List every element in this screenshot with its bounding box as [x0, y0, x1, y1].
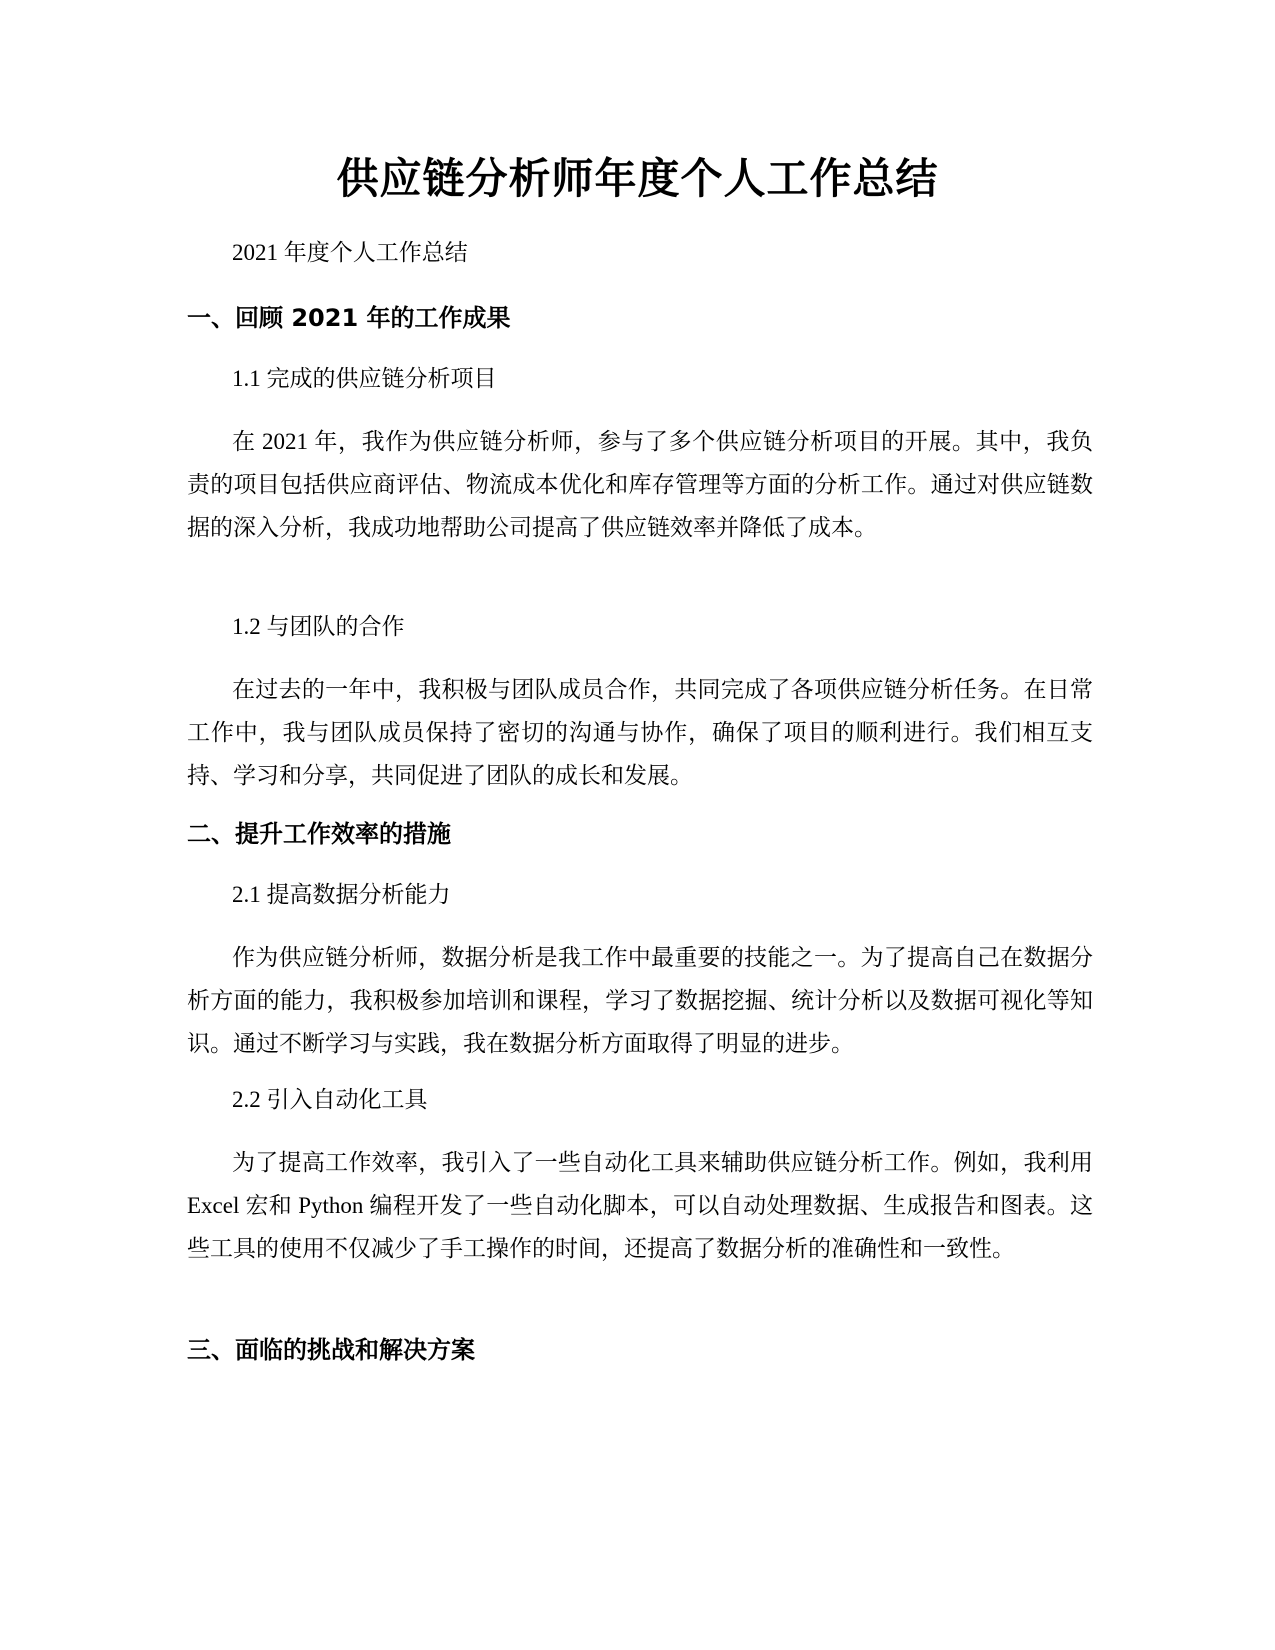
- document-intro: 2021 年度个人工作总结: [232, 240, 468, 265]
- subsection-heading-1-2: 1.2 与团队的合作: [232, 614, 405, 639]
- document-title: 供应链分析师年度个人工作总结: [336, 154, 939, 203]
- section-heading-3: 三、面临的挑战和解决方案: [187, 1336, 475, 1364]
- section-heading-2: 二、提升工作效率的措施: [187, 820, 451, 848]
- section-heading-1: 一、回顾 2021 年的工作成果: [187, 304, 511, 332]
- paragraph-2-1: 作为供应链分析师，数据分析是我工作中最重要的技能之一。为了提高自己在数据分析方面的能力，我积极参加培训和课程，学习了数据挖掘、统计分析以及数据可视化等知识。通过不断学习与实践，我在数据分析方面取得了明显的进步。: [187, 945, 1093, 1056]
- subsection-heading-2-1: 2.1 提高数据分析能力: [232, 882, 451, 907]
- paragraph-1-1: 在 2021 年，我作为供应链分析师，参与了多个供应链分析项目的开展。其中，我负责的项目包括供应商评估、物流成本优化和库存管理等方面的分析工作。通过对供应链数据的深入分析，我成功地帮助公司提高了供应链效率并降低了成本。: [187, 429, 1093, 540]
- subsection-heading-2-2: 2.2 引入自动化工具: [232, 1087, 428, 1112]
- paragraph-1-2: 在过去的一年中，我积极与团队成员合作，共同完成了各项供应链分析任务。在日常工作中，我与团队成员保持了密切的沟通与协作，确保了项目的顺利进行。我们相互支持、学习和分享，共同促进了团队的成长和发展。: [187, 677, 1093, 788]
- subsection-heading-1-1: 1.1 完成的供应链分析项目: [232, 366, 497, 391]
- paragraph-2-2: 为了提高工作效率，我引入了一些自动化工具来辅助供应链分析工作。例如，我利用 Excel 宏和 Python 编程开发了一些自动化脚本，可以自动处理数据、生成报告和图表。这些工具的使用不仅减少了手工操作的时间，还提高了数据分析的准确性和一致性。: [187, 1150, 1093, 1261]
